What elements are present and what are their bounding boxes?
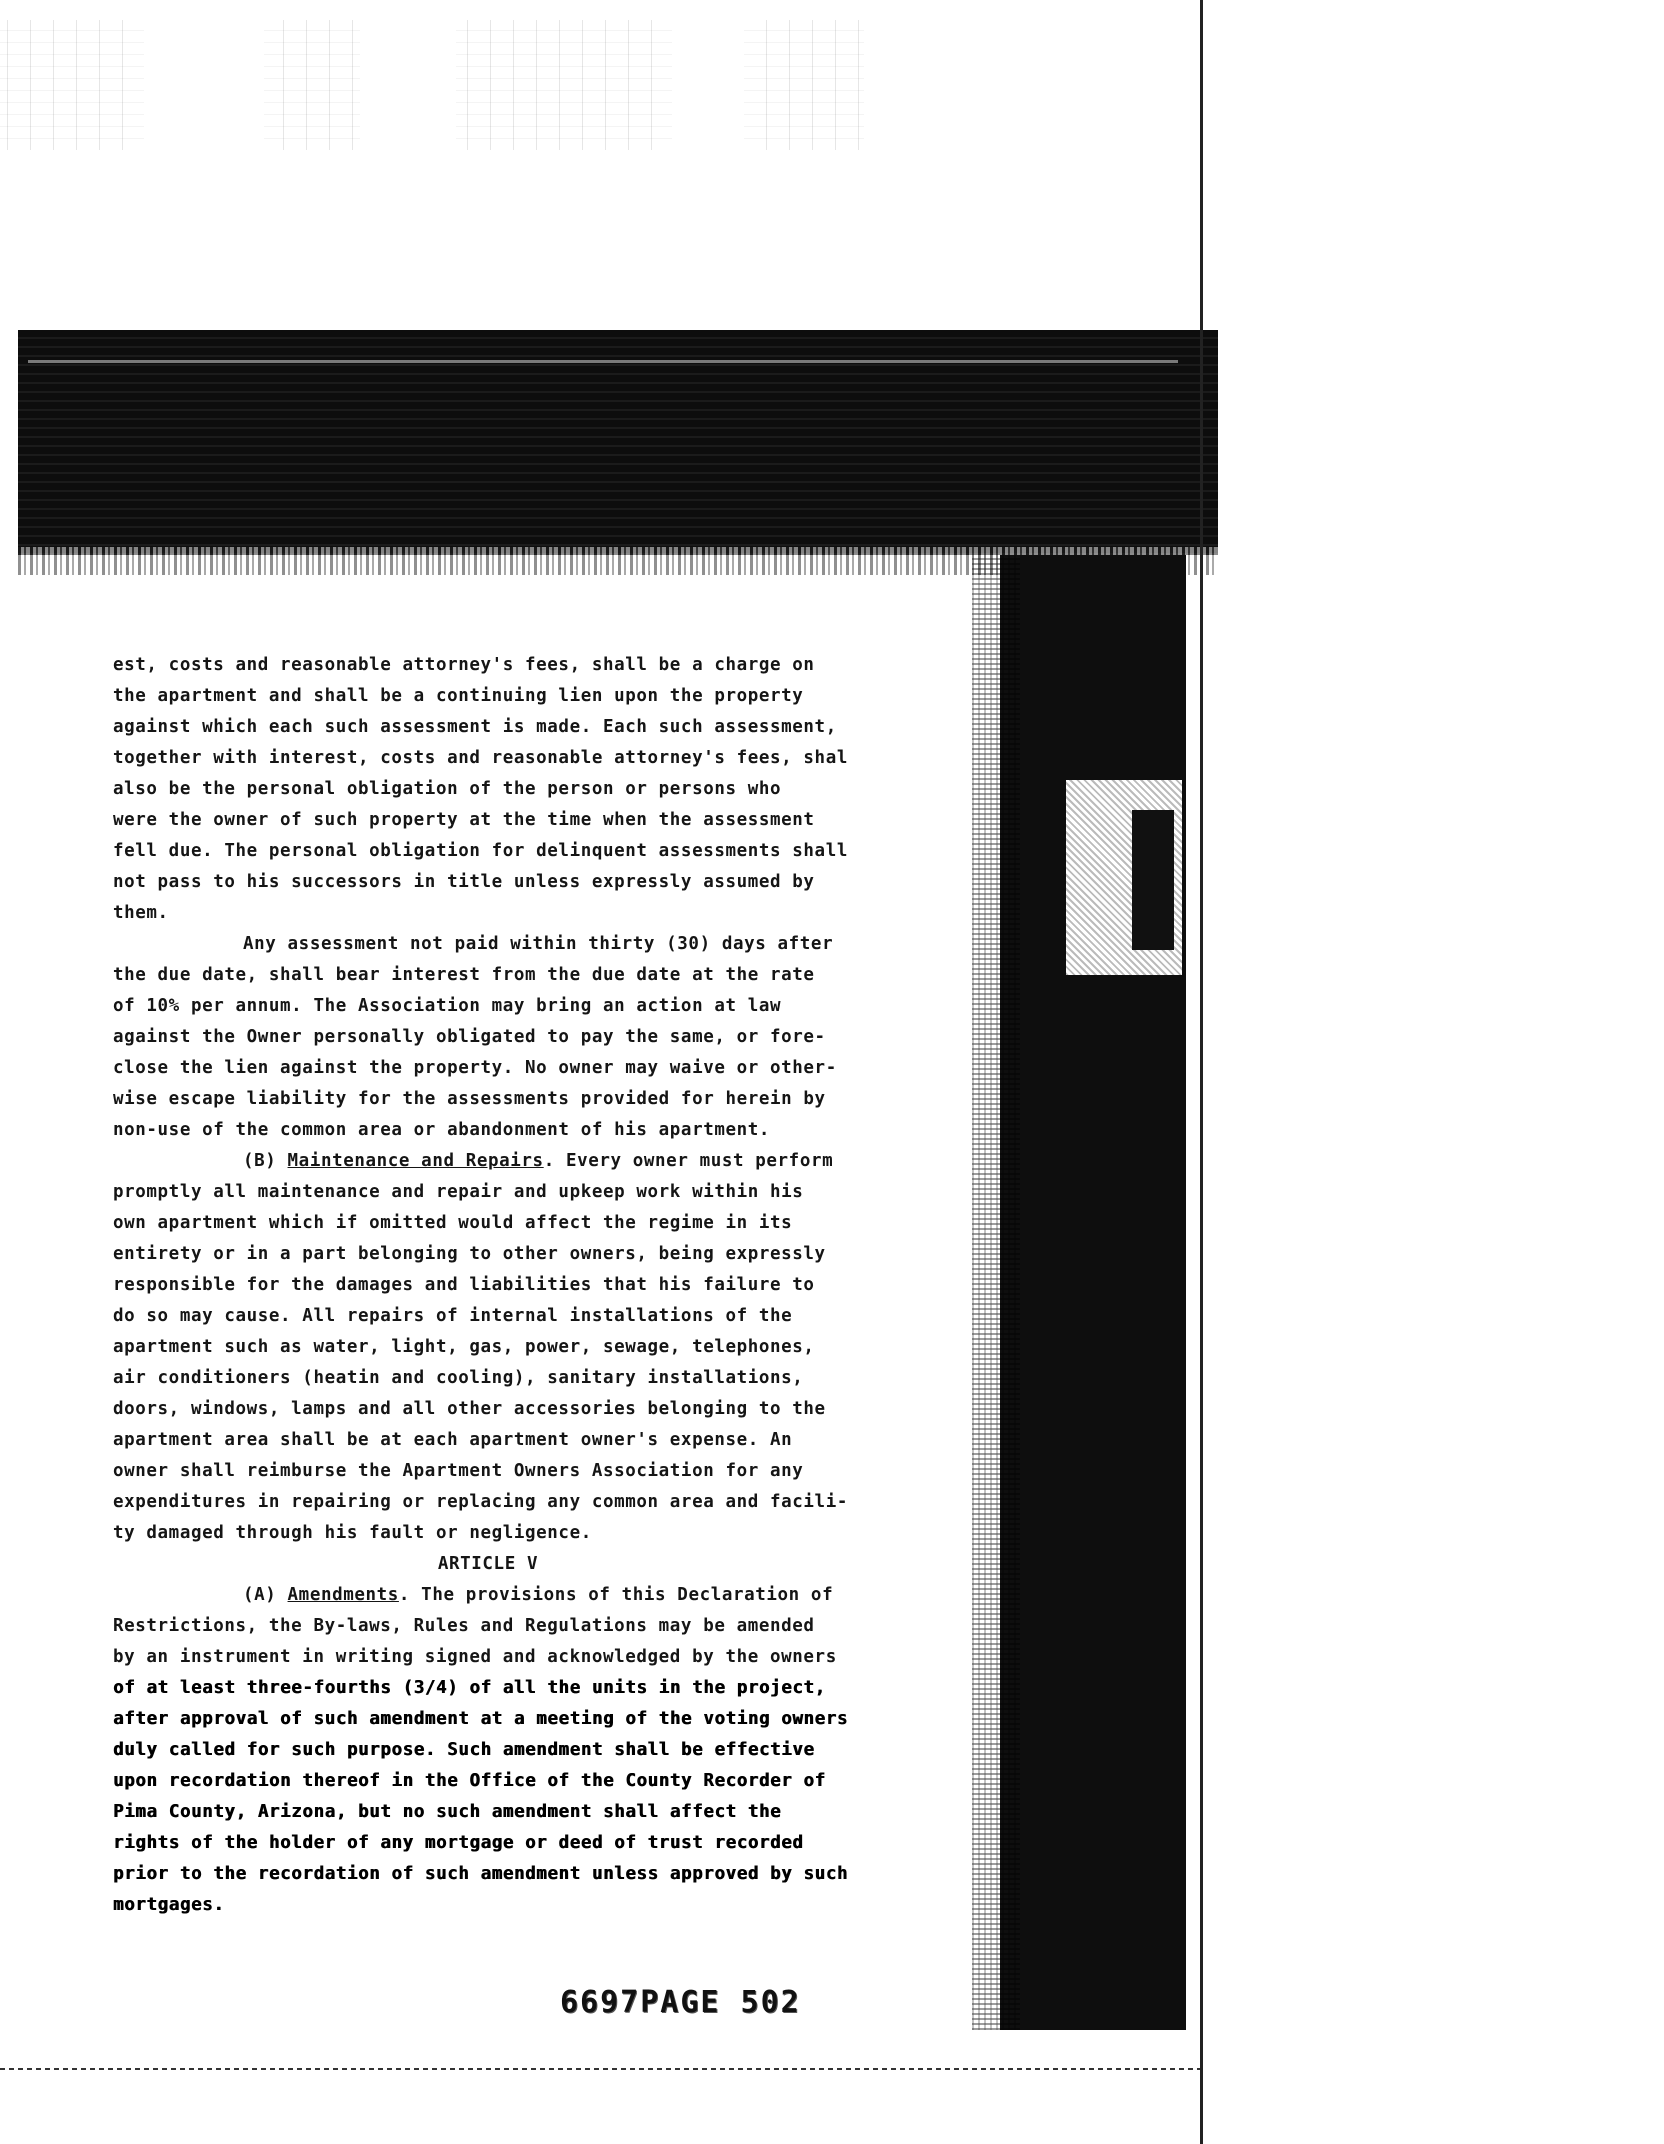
section-marker: (A): [243, 1585, 288, 1605]
text-line: also be the personal obligation of the person or persons who: [113, 779, 782, 799]
text-line: doors, windows, lamps and all other accessories belonging to the: [113, 1399, 826, 1419]
text-line: of at least three-fourths (3/4) of all the units in the project,: [113, 1678, 826, 1698]
text-line: Restrictions, the By-laws, Rules and Regulations may be amended: [113, 1616, 815, 1636]
text-line: not pass to his successors in title unless expressly assumed by: [113, 872, 815, 892]
scan-dark-band-right: [1000, 555, 1186, 2030]
text-line: apartment area shall be at each apartment owner's expense. An: [113, 1430, 793, 1450]
text-line: entirety or in a part belonging to other owners, being expressly: [113, 1244, 826, 1264]
text-line: the due date, shall bear interest from the due date at the rate: [113, 965, 815, 985]
text-line: expenditures in repairing or replacing any common area and facili-: [113, 1492, 848, 1512]
text-line: against the Owner personally obligated to pay the same, or fore-: [113, 1027, 826, 1047]
text-fragment: . Every owner must perform: [543, 1151, 834, 1171]
section-marker: (B): [243, 1151, 288, 1171]
scan-top-noise: [0, 20, 1200, 150]
text-line: est, costs and reasonable attorney's fees, shall be a charge on: [113, 655, 815, 675]
text-line: responsible for the damages and liabilities that his failure to: [113, 1275, 815, 1295]
text-line: apartment such as water, light, gas, power, sewage, telephones,: [113, 1337, 815, 1357]
text-line: after approval of such amendment at a meeting of the voting owners: [113, 1709, 848, 1729]
scan-bottom-rule: [0, 2068, 1200, 2070]
scan-side-box-inner: [1132, 810, 1174, 950]
section-a-first-line: [113, 1580, 973, 1611]
text-line: mortgages.: [113, 1895, 225, 1915]
section-b-first-line: [113, 1146, 973, 1177]
text-line: non-use of the common area or abandonment of his apartment.: [113, 1120, 771, 1140]
text-line: together with interest, costs and reasonable attorney's fees, shal: [113, 748, 848, 768]
text-fragment: . The provisions of this Declaration of: [398, 1585, 834, 1605]
text-line: wise escape liability for the assessments provided for herein by: [113, 1089, 826, 1109]
text-line: ty damaged through his fault or negligence.: [113, 1523, 592, 1543]
text-line: upon recordation thereof in the Office of the County Recorder of: [113, 1771, 826, 1791]
text-line: the apartment and shall be a continuing lien upon the property: [113, 686, 804, 706]
text-line: by an instrument in writing signed and acknowledged by the owners: [113, 1647, 837, 1667]
text-line: duly called for such purpose. Such amendment shall be effective: [113, 1740, 815, 1760]
text-line: of 10% per annum. The Association may bring an action at law: [113, 996, 782, 1016]
text-line: rights of the holder of any mortgage or deed of trust recorded: [113, 1833, 804, 1853]
section-heading-amendments: Amendments: [287, 1585, 399, 1605]
article-heading: ARTICLE V: [437, 1554, 539, 1574]
text-line: were the owner of such property at the time when the assessment: [113, 810, 815, 830]
section-heading-maintenance: Maintenance and Repairs: [287, 1151, 544, 1171]
text-line: Pima County, Arizona, but no such amendment shall affect the: [113, 1802, 782, 1822]
text-line: prior to the recordation of such amendment unless approved by such: [113, 1864, 848, 1884]
text-line: promptly all maintenance and repair and upkeep work within his: [113, 1182, 804, 1202]
text-line: close the lien against the property. No owner may waive or other-: [113, 1058, 837, 1078]
text-line: own apartment which if omitted would affect the regime in its: [113, 1213, 793, 1233]
text-line: against which each such assessment is made. Each such assessment,: [113, 717, 837, 737]
text-line: fell due. The personal obligation for delinquent assessments shall: [113, 841, 848, 861]
text-line: air conditioners (heatin and cooling), sanitary installations,: [113, 1368, 804, 1388]
text-line: do so may cause. All repairs of internal installations of the: [113, 1306, 793, 1326]
text-line: Any assessment not paid within thirty (30) days after: [243, 934, 834, 954]
document-body: [113, 650, 973, 1921]
scan-speckle-edge: [972, 555, 1020, 2030]
scan-dark-band-top: [18, 330, 1218, 555]
scan-right-border: [1200, 0, 1203, 2144]
text-line: them.: [113, 903, 169, 923]
text-line: owner shall reimburse the Apartment Owners Association for any: [113, 1461, 804, 1481]
page-stamp: 6697PAGE 502: [560, 1985, 801, 2020]
